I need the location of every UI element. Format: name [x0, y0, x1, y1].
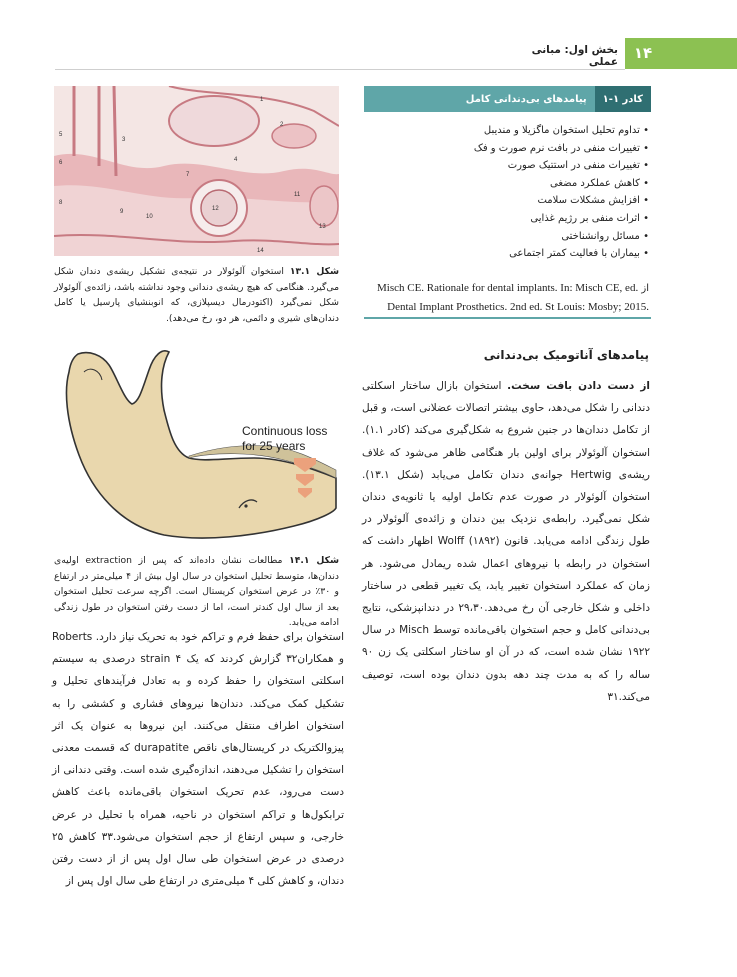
- list-item: • تغییرات منفی در بافت نرم صورت و فک: [364, 140, 649, 158]
- figure-annotation: Continuous loss: [242, 424, 328, 438]
- body-paragraph-2: استخوان برای حفظ فرم و تراکم خود به تحریک نیاز دارد. Roberts و همکاران۳۲ گزارش کردند که یک strain ۴ درصدی به سیستم اسکلتی استخوان را حفظ کرده و به تعادل فرآیندهای تحلیل و تشکیل کمک می‌کند. دندان‌ها نیروهای فشاری و کششی را به استخوان اطراف منتقل می‌کنند. این نیروها به عنوان یک اثر پیزوالکتریک در کریستال‌های ناقص durapatite که قسمت معدنی استخوان را تشکیل می‌دهند، اندازه‌گیری شده است. وقتی دندانی از دست می‌رود، عدم تحریک استخوان باقی‌مانده باعث کاهش ترابکول‌ها و تراکم استخوان در ناحیه، همراه با تحلیل در عرض خارجی، و سپس ارتفاع از حجم استخوان می‌شود.۳۳ کاهش ۲۵ درصدی در عرض استخوان طی سال اول پس از از دست رفتن دندان، و کاهش کلی ۴ میلی‌متری در ارتفاع طی سال اول پس از: [52, 631, 345, 888]
- caption-label: شکل ۱۳.۱: [289, 266, 339, 277]
- figure-label: 7: [186, 172, 190, 178]
- figure-label: 11: [294, 192, 301, 198]
- histology-figure: [54, 86, 339, 256]
- figure-label: 3: [122, 137, 126, 143]
- figure-label: 13: [319, 224, 326, 230]
- list-item: • بیماران با فعالیت کمتر اجتماعی: [364, 245, 649, 263]
- list-item: • کاهش عملکرد مضغی: [364, 175, 649, 193]
- mandible-figure: [54, 330, 339, 545]
- figure-label: 9: [120, 209, 124, 215]
- box-list: [364, 122, 649, 263]
- figure-label: 10: [146, 214, 153, 220]
- section-title: پیامدهای آناتومیک بی‌دندانی: [483, 348, 649, 362]
- box-bottom-rule: [364, 317, 651, 319]
- caption-label: شکل ۱۴.۱: [289, 555, 339, 566]
- figure-label: 1: [260, 97, 264, 103]
- caption-text: استخوان آلوئولار در نتیجه‌ی تشکیل ریشه‌ی دندان شکل می‌گیرد. هنگامی که هیچ ریشه‌ی دندانی وجود نداشته باشد، زائده‌ی آلوئولار شکل نمی‌گیرد (اکتودرمال دیسپلازی، که انوبنشیای پارسیل یا کامل دندان‌های شیری و دائمی، هر دو، رخ می‌دهد).: [54, 266, 339, 324]
- running-head: بخش اول: مبانی عملی: [531, 44, 618, 68]
- list-item: • تغییرات منفی در استتیک صورت: [364, 157, 649, 175]
- paragraph-text: استخوان بازال ساختار اسکلتی دندانی را شکل می‌دهد، حاوی بیشتر اتصالات عضلانی است، و قبل از تکامل دندان‌ها در جنین شروع به شکل‌گیری می‌کند (کادر ۱.۱). استخوان آلوئولار برای اولین بار هنگامی ظاهر می‌شود که غلاف ریشه‌ی Hertwig جوانه‌ی دندان تکامل می‌یابد (شکل ۱۳.۱). استخوان آلوئولار در صورت عدم تکامل اولیه یا ثانویه‌ی دندان شکل نمی‌گیرد. رابطه‌ی نزدیک بین دندان و زائده‌ی آلوئولار در طول زندگی ادامه می‌یابد. قانون Wolff (۱۸۹۲) اظهار داشت که استخوان در رابطه با نیروهای اعمال شده ریمادل می‌شود. هر زمان که عملکرد استخوان تغییر یابد، یک تغییر قطعی در ساختار داخلی و شکل خارجی آن رخ می‌دهد.۲۹،۳۰ در دندانپزشکی، نتایج بی‌دندانی کامل و حجم استخوان باقی‌مانده توسط Misch در سال ۱۹۲۲ نشان شده است، که در آن او ساختار اسکلتی یک زن ۹۰ ساله را که به مدت چند دهه بدون دندان بوده است، توصیف می‌کند.۳۱: [362, 380, 650, 703]
- figure-label: 2: [280, 122, 284, 128]
- figure-annotation: for 25 years: [242, 439, 306, 453]
- list-item: • اثرات منفی بر رژیم غذایی: [364, 210, 649, 228]
- page-number: ۱۴: [633, 44, 653, 62]
- list-item: • مسائل روانشناختی: [364, 228, 649, 246]
- figure-label: 14: [257, 248, 264, 254]
- list-item: • افزایش مشکلات سلامت: [364, 192, 649, 210]
- figure-label: 8: [59, 200, 63, 206]
- lead-heading: از دست دادن بافت سخت.: [507, 380, 650, 392]
- figure-label: 12: [212, 206, 219, 212]
- list-item: • تداوم تحلیل استخوان ماگزیلا و مندیبل: [364, 122, 649, 140]
- figure-label: 4: [234, 157, 238, 163]
- figure-label: 6: [59, 160, 63, 166]
- reference-citation: Misch CE. Rationale for dental implants. In: Misch CE, ed. Dental Implant Prosthetics. 2nd ed. St Louis: Mosby; 2015.: [376, 282, 649, 313]
- figure-label: 5: [59, 132, 63, 138]
- box-label: کادر ۱-۱: [595, 86, 651, 112]
- caption-text: مطالعات نشان داده‌اند که پس از extraction اولیه‌ی دندان‌ها، متوسط تحلیل استخوان در سال اول بیش از ۴ میلی‌متر در ارتفاع و ۳۰٪ در عرض استخوان کریستال است. اگرچه سرعت تحلیل استخوان بعد از سال اول کندتر است، اما از دست رفتن استخوان در طول زندگی ادامه می‌یابد.: [54, 555, 340, 628]
- box-reference: [364, 279, 649, 317]
- box-title: پیامدهای بی‌دندانی کامل: [465, 93, 587, 105]
- box-header: [364, 86, 651, 112]
- figure2-caption: [54, 553, 339, 631]
- figure1-caption: [54, 264, 339, 326]
- body-paragraph-1: [362, 375, 650, 708]
- reference-from: از: [641, 283, 649, 294]
- header-divider: [55, 69, 625, 70]
